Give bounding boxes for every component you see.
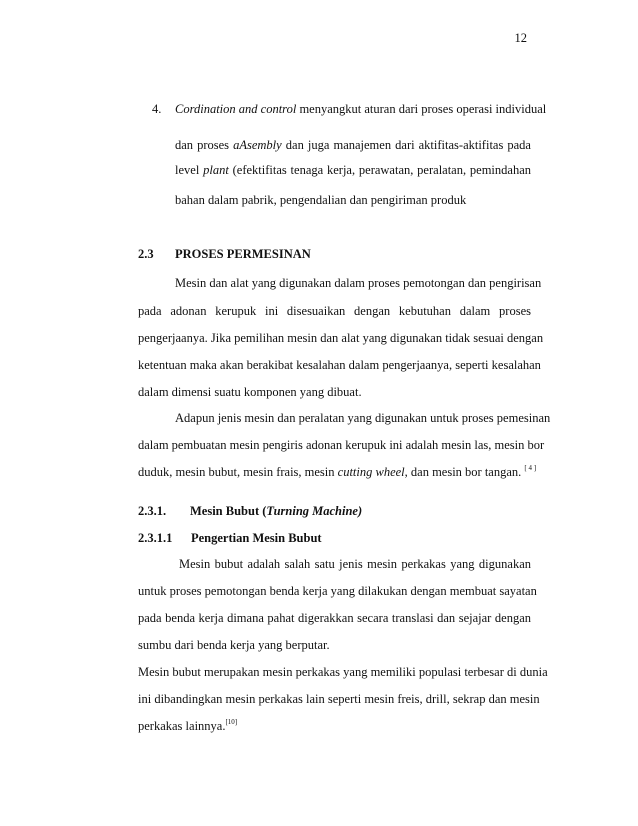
italic-term: cutting wheel <box>337 465 405 479</box>
para3-line-4: sumbu dari benda kerja yang berputar. <box>138 638 330 652</box>
list-item-line-2 <box>175 137 531 153</box>
text-span: Mesin Bubut ( <box>190 504 267 518</box>
para1-line-1: Mesin dan alat yang digunakan dalam proses pemotongan dan pengirisan <box>175 276 542 290</box>
para3-line-3: pada benda kerja dimana pahat digerakkan secara translasi dan sejajar dengan <box>138 611 531 625</box>
subsubsection-number: 2.3.1.1 <box>138 531 173 545</box>
subsection-title <box>190 503 362 519</box>
subsection-number: 2.3.1. <box>138 504 167 518</box>
text-span: perkakas lainnya. <box>138 719 226 733</box>
list-item-line-4: bahan dalam pabrik, pengendalian dan pengiriman produk <box>175 193 467 207</box>
para4-line-1: Mesin bubut merupakan mesin perkakas yang memiliki populasi terbesar di dunia <box>138 665 548 679</box>
section-title: PROSES PERMESINAN <box>175 247 311 261</box>
list-item-line-3 <box>175 162 531 178</box>
text-span: dan juga manajemen dari aktifitas-aktifitas pada <box>281 138 531 152</box>
section-number: 2.3 <box>138 247 154 261</box>
text-span: level <box>175 163 204 177</box>
para1-line-4: ketentuan maka akan berakibat kesalahan dalam pengerjaanya, seperti kesalahan <box>138 358 541 372</box>
text-span: duduk, mesin bubut, mesin frais, mesin <box>138 465 338 479</box>
text-span: menyangkut aturan dari proses operasi individual <box>296 102 547 116</box>
para3-line-2: untuk proses pemotongan benda kerja yang dilakukan dengan membuat sayatan <box>138 584 537 598</box>
para4-line-3 <box>138 718 531 734</box>
para3-line-1: Mesin bubut adalah salah satu jenis mesin perkakas yang digunakan <box>179 557 531 571</box>
list-item-line-1 <box>175 101 547 117</box>
italic-term: aAsembly <box>233 138 282 152</box>
para1-line-2: pada adonan kerupuk ini disesuaikan dengan kebutuhan dalam proses <box>138 304 531 318</box>
para1-line-5: dalam dimensi suatu komponen yang dibuat. <box>138 385 362 399</box>
italic-term: plant <box>203 163 229 177</box>
para1-line-3: pengerjaanya. Jika pemilihan mesin dan alat yang digunakan tidak sesuai dengan <box>138 331 544 345</box>
para4-line-2: ini dibandingkan mesin perkakas lain seperti mesin freis, drill, sekrap dan mesin <box>138 692 540 706</box>
list-number: 4. <box>152 102 162 116</box>
subsubsection-title: Pengertian Mesin Bubut <box>191 531 322 545</box>
citation-ref: [10] <box>225 718 238 726</box>
para2-line-2: dalam pembuatan mesin pengiris adonan kerupuk ini adalah mesin las, mesin bor <box>138 438 545 452</box>
text-span: dan proses <box>175 138 234 152</box>
para2-line-1: Adapun jenis mesin dan peralatan yang digunakan untuk proses pemesinan <box>175 411 551 425</box>
italic-term: Cordination and control <box>175 102 297 116</box>
page-number: 12 <box>514 31 527 45</box>
text-span: (efektifitas tenaga kerja, perawatan, peralatan, pemindahan <box>228 163 532 177</box>
para2-line-3 <box>138 464 537 480</box>
citation-ref: [ 4 ] <box>524 464 537 472</box>
italic-term: Turning Machine) <box>266 504 363 518</box>
text-span: , dan mesin bor tangan. <box>404 465 522 479</box>
